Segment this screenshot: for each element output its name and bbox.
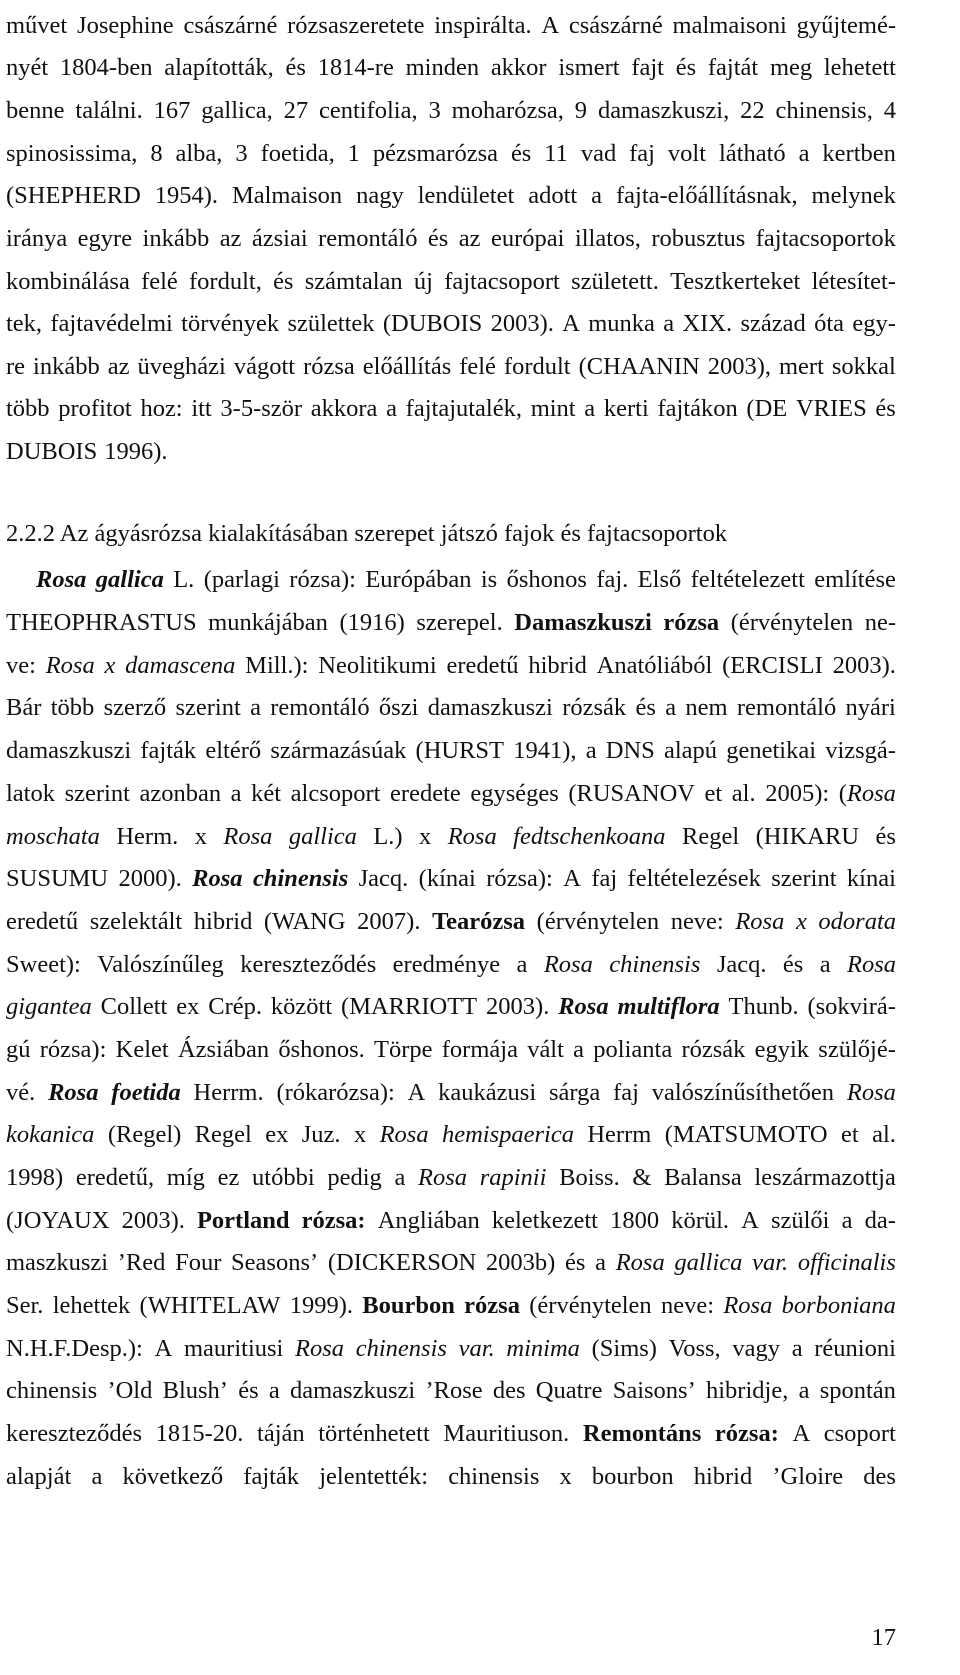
paragraph-1-line: DUBOIS 1996).: [6, 438, 168, 465]
paragraph-2-line: alapját a következő fajták jelentették: chinensis x bourbon hibrid ’Gloire des: [6, 1463, 896, 1490]
paragraph-2-line: Rosa gallica L. (parlagi rózsa): Európában is őshonos faj. Első feltételezett említése: [36, 566, 896, 593]
page-number: 17: [871, 1624, 896, 1651]
paragraph-2-line: vé. Rosa foetida Herrm. (rókarózsa): A kaukázusi sárga faj valószínűsíthetően Rosa: [6, 1079, 896, 1106]
paragraph-2-line: kereszteződés 1815-20. táján történhetett Mauritiuson. Remontáns rózsa: A csoport: [6, 1420, 896, 1447]
paragraph-2-line: SUSUMU 2000). Rosa chinensis Jacq. (kínai rózsa): A faj feltételezések szerint kínai: [6, 865, 896, 892]
paragraph-2-line: damaszkuszi fajták eltérő származásúak (HURST 1941), a DNS alapú genetikai vizsgá-: [6, 737, 896, 764]
paragraph-2-line: THEOPHRASTUS munkájában (1916) szerepel. Damaszkuszi rózsa (érvénytelen ne-: [6, 609, 896, 636]
paragraph-1-line: benne találni. 167 gallica, 27 centifolia, 3 moharózsa, 9 damaszkuszi, 22 chinensis, 4: [6, 97, 896, 124]
paragraph-1-line: re inkább az üvegházi vágott rózsa előállítás felé fordult (CHAANIN 2003), mert sokkal: [6, 353, 896, 380]
paragraph-2-line: gigantea Collett ex Crép. között (MARRIOTT 2003). Rosa multiflora Thunb. (sokvirá-: [6, 993, 896, 1020]
paragraph-2-line: ve: Rosa x damascena Mill.): Neolitikumi eredetű hibrid Anatóliából (ERCISLI 2003).: [6, 652, 896, 679]
paragraph-1-line: spinosissima, 8 alba, 3 foetida, 1 pézsmarózsa és 11 vad faj volt látható a kertben: [6, 140, 896, 167]
paragraph-2-line: latok szerint azonban a két alcsoport eredete egységes (RUSANOV et al. 2005): (Rosa: [6, 780, 896, 807]
paragraph-2-line: (JOYAUX 2003). Portland rózsa: Angliában keletkezett 1800 körül. A szülői a da-: [6, 1207, 896, 1234]
section-number: 2.2.2: [6, 520, 60, 547]
paragraph-1-line: nyét 1804-ben alapították, és 1814-re minden akkor ismert fajt és fajtát meg lehetett: [6, 54, 896, 81]
paragraph-2-line: gú rózsa): Kelet Ázsiában őshonos. Törpe formája vált a polianta rózsák egyik szülőjé-: [6, 1036, 896, 1063]
paragraph-1-line: kombinálása felé fordult, és számtalan új fajtacsoport született. Tesztkerteket létesítet-: [6, 268, 896, 295]
paragraph-1-line: több profitot hoz: itt 3-5-ször akkora a fajtajutalék, mint a kerti fajtákon (DE VRIES és: [6, 395, 896, 422]
section-heading: [6, 520, 727, 548]
paragraph-2-line: eredetű szelektált hibrid (WANG 2007). Tearózsa (érvénytelen neve: Rosa x odorata: [6, 908, 896, 935]
paragraph-2-line: Ser. lehettek (WHITELAW 1999). Bourbon rózsa (érvénytelen neve: Rosa borboniana: [6, 1292, 896, 1319]
paragraph-2-line: maszkuszi ’Red Four Seasons’ (DICKERSON 2003b) és a Rosa gallica var. officinalis: [6, 1249, 896, 1276]
paragraph-1-line: művet Josephine császárné rózsaszeretete inspirálta. A császárné malmaisoni gyűjtemé-: [6, 12, 896, 39]
paragraph-1-line: tek, fajtavédelmi törvények születtek (DUBOIS 2003). A munka a XIX. század óta egy-: [6, 310, 896, 337]
paragraph-2-line: Bár több szerző szerint a remontáló őszi damaszkuszi rózsák és a nem remontáló nyári: [6, 694, 896, 721]
section-title: Az ágyásrózsa kialakításában szerepet játszó fajok és fajtacsoportok: [59, 520, 728, 547]
paragraph-2-line: 1998) eredetű, míg ez utóbbi pedig a Rosa rapinii Boiss. & Balansa leszármazottja: [6, 1164, 896, 1191]
paragraph-1-line: iránya egyre inkább az ázsiai remontáló és az európai illatos, robusztus fajtacsoportok: [6, 225, 896, 252]
paragraph-2-line: chinensis ’Old Blush’ és a damaszkuszi ’Rose des Quatre Saisons’ hibridje, a spontán: [6, 1377, 896, 1404]
paragraph-1-line: (SHEPHERD 1954). Malmaison nagy lendületet adott a fajta-előállításnak, melynek: [6, 182, 896, 209]
paragraph-2-line: moschata Herm. x Rosa gallica L.) x Rosa fedtschenkoana Regel (HIKARU és: [6, 823, 896, 850]
paragraph-2-line: Sweet): Valószínűleg kereszteződés eredménye a Rosa chinensis Jacq. és a Rosa: [6, 951, 896, 978]
paragraph-2-line: N.H.F.Desp.): A mauritiusi Rosa chinensis var. minima (Sims) Voss, vagy a réunioni: [6, 1335, 896, 1362]
paragraph-2-line: kokanica (Regel) Regel ex Juz. x Rosa hemispaerica Herrm (MATSUMOTO et al.: [6, 1121, 896, 1148]
